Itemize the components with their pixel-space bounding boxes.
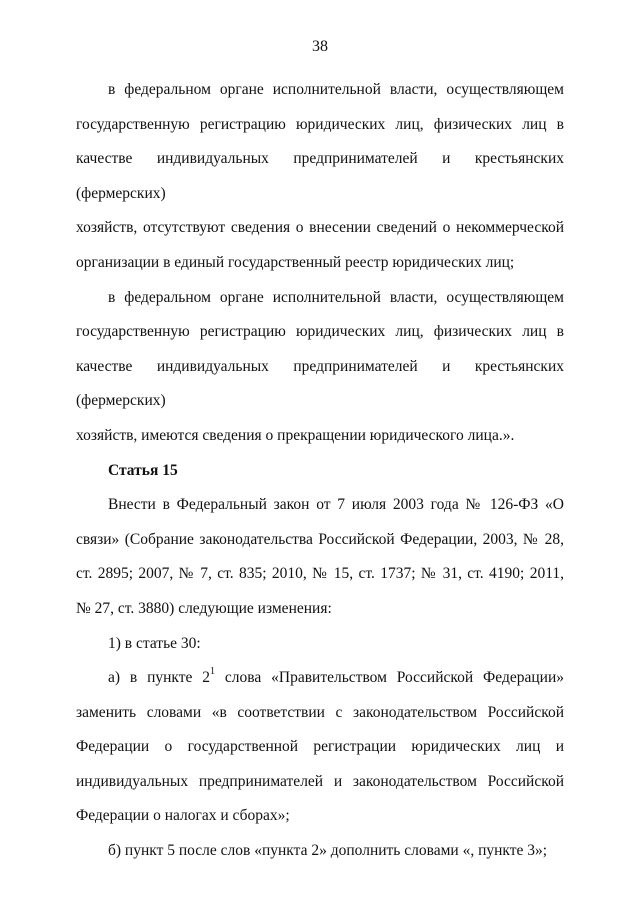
text-line	[76, 661, 564, 696]
text-line: хозяйств, отсутствуют сведения о внесении сведений о некоммерческой	[76, 219, 564, 237]
paragraph-article-intro	[76, 488, 564, 626]
text-line: организации в единый государственный реестр юридических лиц;	[76, 253, 515, 271]
article-heading: Статья 15	[108, 461, 178, 479]
text-line: в федеральном органе исполнительной власти, осуществляющем	[108, 81, 564, 98]
text-line: Федерации о государственной регистрации юридических лиц и	[76, 738, 564, 756]
list-item-b: б) пункт 5 после слов «пункта 2» дополнить словами «, пункте 3»;	[108, 842, 548, 860]
text-line: качестве индивидуальных предпринимателей и крестьянских (фермерских)	[76, 150, 564, 202]
text-line: ст. 2895; 2007, № 7, ст. 835; 2010, № 15, ст. 1737; № 31, ст. 4190; 2011,	[76, 565, 564, 583]
text-line: хозяйств, имеются сведения о прекращении юридического лица.».	[76, 426, 515, 444]
document-body	[76, 73, 564, 869]
paragraph-termination-info	[76, 281, 564, 454]
text-line: государственную регистрацию юридических лиц, физических лиц в	[76, 115, 564, 133]
text-line: качестве индивидуальных предпринимателей и крестьянских (фермерских)	[76, 357, 564, 410]
text-line: № 27, ст. 3880) следующие изменения:	[76, 599, 332, 617]
text-line: в федеральном органе исполнительной власти, осуществляющем	[108, 288, 564, 306]
text-line: государственную регистрацию юридических лиц, физических лиц в	[76, 323, 564, 341]
text-line: Федерации о налогах и сборах»;	[76, 807, 290, 825]
text-line: связи» (Собрание законодательства Российской Федерации, 2003, № 28,	[76, 530, 564, 548]
list-item-a	[76, 661, 564, 834]
text-line: заменить словами «в соответствии с законодательством Российской	[76, 703, 564, 721]
item-a-suffix: слова «Правительством Российской Федерации»	[215, 669, 564, 687]
text-line: Внести в Федеральный закон от 7 июля 2003 года № 126-ФЗ «О	[108, 496, 564, 514]
page-number: 38	[312, 38, 328, 55]
list-item-1: 1) в статье 30:	[108, 634, 201, 652]
paragraph-registration-absent	[76, 73, 564, 281]
text-line: индивидуальных предпринимателей и законодательством Российской	[76, 772, 564, 790]
item-a-prefix: а) в пункте 2	[108, 669, 211, 687]
superscript: 1	[210, 665, 216, 677]
